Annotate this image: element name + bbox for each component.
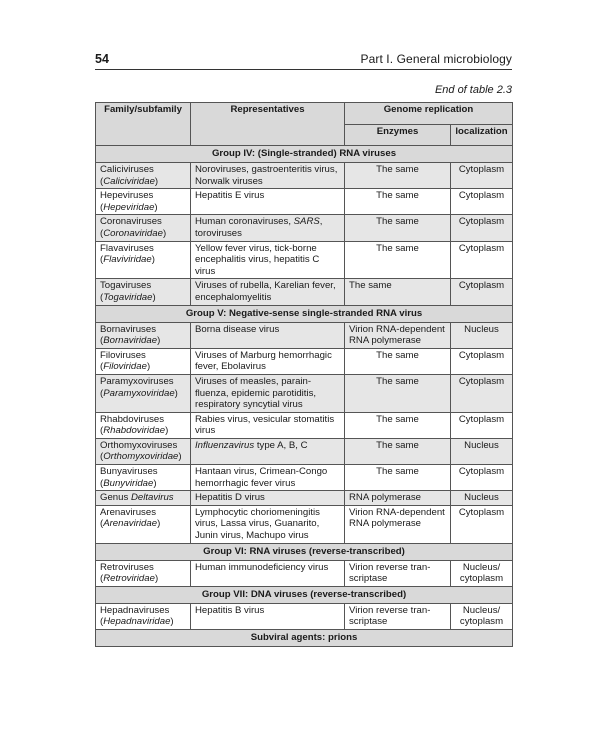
- family-cell: Retroviruses (Retroviridae): [96, 560, 191, 586]
- enzymes-cell: The same: [345, 163, 451, 189]
- localization-cell: Nucleus/ cytoplasm: [451, 603, 513, 629]
- representatives-text: Hepatitis E virus: [195, 190, 265, 202]
- table-row: [96, 603, 513, 629]
- family-latin-name: Hepeviridae: [103, 201, 155, 213]
- family-latin-name: Paramyxoviridae: [103, 387, 175, 399]
- family-cell: Bornaviruses (Bornaviridae): [96, 322, 191, 348]
- representatives-text: Noroviruses, gastroenteritis virus, Norwalk viruses: [195, 164, 338, 187]
- family-cell: Hepeviruses (Hepeviridae): [96, 189, 191, 215]
- family-cell: Hepadnaviruses (Hepadnaviridae): [96, 603, 191, 629]
- table-row: [96, 215, 513, 241]
- page-header: [95, 52, 512, 70]
- family-name: Paramyxoviruses: [100, 375, 174, 387]
- family-name: Filoviruses: [100, 349, 146, 361]
- table-row: [96, 189, 513, 215]
- family-name: Flavaviruses: [100, 242, 154, 254]
- group-header-row: [96, 586, 513, 603]
- localization-cell: Cytoplasm: [451, 465, 513, 491]
- family-cell: Arenaviruses (Arenaviridae): [96, 505, 191, 543]
- family-name: Caliciviruses: [100, 164, 154, 175]
- localization-cell: Cytoplasm: [451, 348, 513, 374]
- localization-cell: Nucleus: [451, 491, 513, 506]
- representatives-cell: [191, 279, 345, 305]
- family-latin-name: Arenaviridae: [103, 518, 158, 530]
- representatives-text: Hepatitis B virus: [195, 604, 265, 616]
- table-row: [96, 560, 513, 586]
- representatives-text: Hepatitis D virus: [195, 492, 265, 504]
- family-genus-name: Deltavirus: [130, 492, 174, 504]
- family-latin-name: Togaviridae: [103, 291, 153, 303]
- table-body: [96, 146, 513, 647]
- representatives-text: Viruses of measles, parain-fluenza, epidemic parotiditis, respiratory syncytial virus: [195, 375, 317, 411]
- representatives-text: Yellow fever virus, tick-borne encephalitis virus, hepatitis C virus: [195, 242, 320, 277]
- representatives-text: Viruses of Marburg hemorrhagic fever, Ebolavirus: [195, 349, 332, 373]
- group-header-row: [96, 543, 513, 560]
- family-latin-name: Orthomyxoviridae: [103, 451, 179, 463]
- family-latin-name: Coronaviridae: [103, 227, 163, 239]
- family-name: Hepeviruses: [100, 190, 154, 202]
- family-latin-name: Rhabdoviridae: [103, 425, 166, 437]
- family-cell: Paramyxoviruses (Paramyxoviridae): [96, 374, 191, 412]
- representatives-italic: SARS: [293, 216, 320, 228]
- group-header-row: [96, 146, 513, 163]
- representatives-cell: [191, 465, 345, 491]
- group-title: Group V: Negative-sense single-stranded RNA virus: [96, 305, 513, 322]
- table-row: [96, 438, 513, 464]
- family-name: Orthomyxoviruses: [100, 439, 178, 451]
- representatives-cell: [191, 412, 345, 438]
- localization-cell: Cytoplasm: [451, 412, 513, 438]
- family-cell: Orthomyxoviruses (Orthomyxoviridae): [96, 438, 191, 464]
- table-row: [96, 505, 513, 543]
- representatives-text: Rabies virus, vesicular stomatitis virus: [195, 413, 335, 437]
- table-row: [96, 163, 513, 189]
- enzymes-cell: Virion reverse tran-scriptase: [345, 603, 451, 629]
- running-title: Part I. General microbiology: [360, 52, 512, 66]
- representatives-cell: [191, 491, 345, 506]
- representatives-text: Hantaan virus, Crimean-Congo hemorrhagic fever virus: [195, 466, 328, 489]
- representatives-cell: [191, 438, 345, 464]
- header-enzymes: Enzymes: [345, 124, 451, 146]
- localization-cell: Cytoplasm: [451, 189, 513, 215]
- family-cell: Rhabdoviruses (Rhabdoviridae): [96, 412, 191, 438]
- virus-classification-table: [95, 102, 513, 647]
- header-genome-replication: Genome replication: [345, 103, 513, 125]
- representatives-cell: [191, 603, 345, 629]
- representatives-text: Borna disease virus: [195, 323, 280, 335]
- enzymes-cell: The same: [345, 348, 451, 374]
- localization-cell: Cytoplasm: [451, 374, 513, 412]
- representatives-text: , toroviruses: [195, 216, 323, 239]
- header-family: Family/subfamily: [96, 103, 191, 146]
- enzymes-cell: The same: [345, 412, 451, 438]
- family-prefix: Genus: [100, 492, 131, 504]
- family-name: Bornaviruses: [100, 323, 156, 335]
- enzymes-cell: Virion RNA-dependent RNA polymerase: [345, 505, 451, 543]
- enzymes-cell: The same: [345, 438, 451, 464]
- table-row: [96, 322, 513, 348]
- table-row: [96, 348, 513, 374]
- representatives-cell: [191, 163, 345, 189]
- representatives-italic: Influenzavirus: [195, 439, 255, 451]
- family-latin-name: Bunyviridae: [103, 477, 154, 489]
- representatives-cell: [191, 348, 345, 374]
- representatives-text: Human immunodeficiency virus: [195, 561, 329, 573]
- table-row: [96, 412, 513, 438]
- group-header-row: [96, 630, 513, 647]
- family-latin-name: Bornaviridae: [103, 335, 158, 347]
- representatives-text: Viruses of rubella, Karelian fever, encephalomyelitis: [195, 280, 336, 303]
- representatives-cell: [191, 215, 345, 241]
- enzymes-cell: RNA polymerase: [345, 491, 451, 506]
- table-row: [96, 241, 513, 279]
- enzymes-cell: Virion reverse tran-scriptase: [345, 560, 451, 586]
- representatives-cell: [191, 189, 345, 215]
- localization-cell: Cytoplasm: [451, 279, 513, 305]
- localization-cell: Cytoplasm: [451, 241, 513, 279]
- family-name: Hepadnaviruses: [100, 604, 170, 616]
- localization-cell: Nucleus: [451, 322, 513, 348]
- enzymes-cell: The same: [345, 279, 451, 305]
- family-cell: Flavaviruses (Flaviviridae): [96, 241, 191, 279]
- representatives-cell: [191, 560, 345, 586]
- family-name: Retroviruses: [100, 561, 154, 573]
- localization-cell: Cytoplasm: [451, 505, 513, 543]
- family-cell: Caliciviruses (Caliciviridae): [96, 163, 191, 189]
- enzymes-cell: The same: [345, 374, 451, 412]
- table-row: [96, 279, 513, 305]
- localization-cell: Nucleus: [451, 438, 513, 464]
- group-title: Group VI: RNA viruses (reverse-transcribed): [96, 543, 513, 560]
- header-localization: localization: [451, 124, 513, 146]
- family-cell: [96, 491, 191, 506]
- enzymes-cell: The same: [345, 465, 451, 491]
- table-row: [96, 374, 513, 412]
- family-latin-name: Flaviviridae: [103, 254, 152, 266]
- representatives-text: Lymphocytic choriomeningitis virus, Lassa virus, Guanarito, Junin virus, Machupo virus: [195, 506, 320, 542]
- header-representatives: Representatives: [191, 103, 345, 146]
- family-name: Coronaviruses: [100, 216, 162, 228]
- family-latin-name: Filoviridae: [103, 361, 147, 373]
- family-name: Arenaviruses: [100, 506, 156, 518]
- page-number: 54: [95, 52, 109, 66]
- family-latin-name: Hepadnaviridae: [103, 616, 171, 628]
- table-caption: End of table 2.3: [434, 84, 512, 96]
- enzymes-cell: Virion RNA-dependent RNA polymerase: [345, 322, 451, 348]
- family-name: Bunyaviruses: [100, 466, 158, 478]
- group-title: Group VII: DNA viruses (reverse-transcribed): [96, 586, 513, 603]
- group-title: Subviral agents: prions: [96, 630, 513, 647]
- table-row: [96, 491, 513, 506]
- family-cell: Coronaviruses (Coronaviridae): [96, 215, 191, 241]
- family-latin-name: Caliciviridae: [103, 175, 155, 187]
- table-row: [96, 465, 513, 491]
- family-cell: Bunyaviruses (Bunyviridae): [96, 465, 191, 491]
- family-name: Togaviruses: [100, 280, 152, 292]
- group-title: Group IV: (Single-stranded) RNA viruses: [96, 146, 513, 163]
- representatives-cell: [191, 322, 345, 348]
- representatives-text: type A, B, C: [254, 439, 308, 451]
- group-header-row: [96, 305, 513, 322]
- family-cell: Filoviruses (Filoviridae): [96, 348, 191, 374]
- enzymes-cell: The same: [345, 189, 451, 215]
- representatives-cell: [191, 505, 345, 543]
- localization-cell: Cytoplasm: [451, 163, 513, 189]
- enzymes-cell: The same: [345, 241, 451, 279]
- family-cell: Togaviruses (Togaviridae): [96, 279, 191, 305]
- representatives-cell: [191, 241, 345, 279]
- family-latin-name: Retroviridae: [103, 573, 155, 585]
- family-name: Rhabdoviruses: [100, 413, 164, 425]
- representatives-cell: [191, 374, 345, 412]
- localization-cell: Cytoplasm: [451, 215, 513, 241]
- representatives-text: Human coronaviruses,: [195, 216, 294, 228]
- enzymes-cell: The same: [345, 215, 451, 241]
- localization-cell: Nucleus/ cytoplasm: [451, 560, 513, 586]
